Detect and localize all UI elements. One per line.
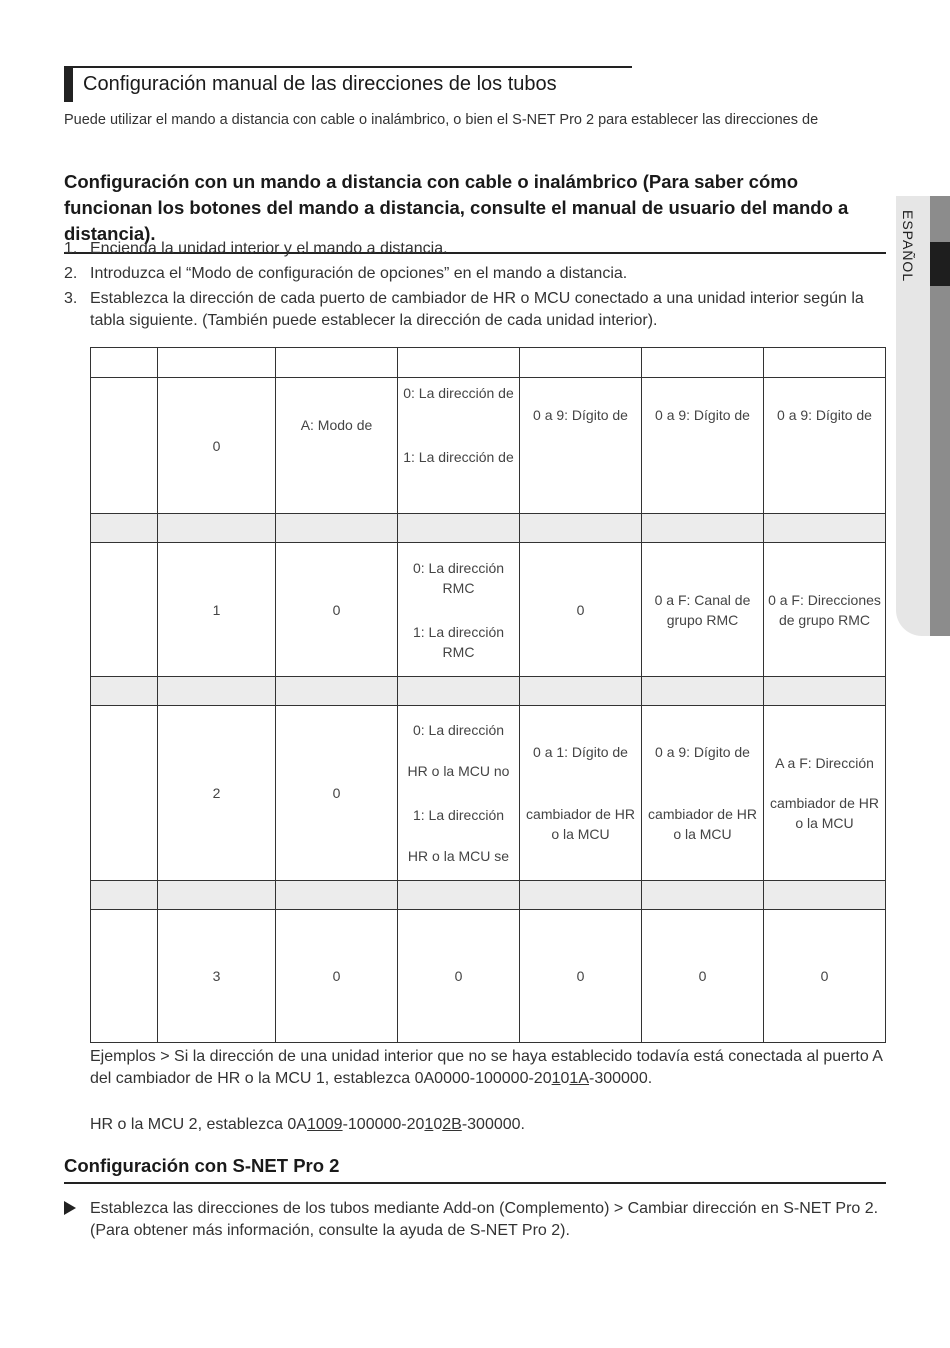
- step-item: [64, 238, 886, 260]
- remote-config-heading: Configuración con un mando a distancia con cable o inalámbrico (Para saber cómo funcionan los botones del mando a distancia, consulte el manual de usuario del mando a distancia).: [64, 169, 886, 254]
- language-label: ESPAÑOL: [900, 210, 916, 283]
- cell-line: cambiador de HR o la MCU: [770, 795, 879, 831]
- table-cell: [398, 543, 520, 677]
- table-row: [91, 706, 886, 881]
- example-underlined: 1A: [569, 1070, 589, 1087]
- example-text: -300000.: [589, 1070, 653, 1087]
- table-cell: A: Modo de: [276, 378, 398, 514]
- table-cell: 3: [158, 910, 276, 1043]
- snet-instruction: [64, 1198, 880, 1242]
- table-header-row: [91, 348, 886, 378]
- cell-line: 1: La dirección RMC: [412, 623, 505, 660]
- table-cell: 0: [520, 543, 642, 677]
- table-cell: 0 a F: Direcciones de grupo RMC: [764, 543, 886, 677]
- step-number: 1.: [64, 240, 78, 257]
- snet-config-heading: Configuración con S-NET Pro 2: [64, 1153, 886, 1184]
- example-underlined: 1: [424, 1116, 434, 1133]
- table-cell: [764, 706, 886, 881]
- example-text: 0: [433, 1116, 443, 1133]
- table-cell: 2: [158, 706, 276, 881]
- cell-line: A a F: Dirección: [775, 755, 874, 771]
- example-text: Ejemplos > Si la dirección de una unidad interior que no se haya establecido todavía está conectada al puerto A del cambiador de HR o la MCU 1, establezca 0A0000-100000-20: [90, 1048, 883, 1087]
- cell-line: 1: La dirección: [412, 807, 505, 823]
- cell-line: 0: La dirección RMC: [412, 559, 505, 596]
- step-item: [64, 288, 886, 332]
- cell-line: 0: La dirección de: [403, 385, 514, 401]
- cell-line: cambiador de HR o la MCU: [526, 806, 635, 842]
- table-cell: [398, 378, 520, 514]
- cell-line: 0: La dirección: [412, 722, 505, 738]
- table-cell: [642, 706, 764, 881]
- table-cell: 0 a F: Canal de grupo RMC: [642, 543, 764, 677]
- section-title: Configuración manual de las direcciones de los tubos: [83, 73, 557, 95]
- step-number: 2.: [64, 265, 78, 282]
- cell-line: HR o la MCU no: [407, 763, 510, 779]
- step-number: 3.: [64, 290, 78, 307]
- table-row: [91, 378, 886, 514]
- example-text: -100000-20: [342, 1116, 425, 1133]
- cell-line: 0 a 1: Dígito de: [533, 744, 628, 760]
- table-row: [91, 543, 886, 677]
- step-text: Encienda la unidad interior y el mando a distancia.: [90, 240, 448, 257]
- example-underlined: 2B: [442, 1116, 462, 1133]
- intro-text: Puede utilizar el mando a distancia con cable o inalámbrico, o bien el S-NET Pro 2 para establecer las direcciones de: [64, 112, 819, 128]
- cell-line: HR o la MCU se: [407, 848, 510, 864]
- example-underlined: 1: [551, 1070, 561, 1087]
- table-cell: 0: [276, 910, 398, 1043]
- cell-line: 0 a 9: Dígito de: [655, 744, 750, 760]
- step-text: Establezca la dirección de cada puerto de cambiador de HR o MCU conectado a una unidad interior según la tabla siguiente. (También puede establecer la dirección de cada unidad interior).: [90, 290, 864, 329]
- step-item: [64, 263, 886, 285]
- table-cell: [520, 706, 642, 881]
- tab-marker: [930, 242, 950, 286]
- table-cell: 0: [520, 910, 642, 1043]
- table-cell: 0: [276, 543, 398, 677]
- table-separator-row: [91, 881, 886, 910]
- snet-text: Establezca las direcciones de los tubos mediante Add-on (Complemento) > Cambiar dirección en S-NET Pro 2. (Para obtener más información, consulte la ayuda de S-NET Pro 2).: [90, 1200, 879, 1239]
- table-cell: 0: [764, 910, 886, 1043]
- example-underlined: 1009: [306, 1116, 343, 1133]
- table-cell: 0: [158, 378, 276, 514]
- cell-line: cambiador de HR o la MCU: [648, 806, 757, 842]
- table-cell: 0: [398, 910, 520, 1043]
- example-line: [90, 1114, 886, 1136]
- example-line: [90, 1046, 886, 1090]
- play-arrow-icon: [64, 1201, 76, 1215]
- table-separator-row: [91, 514, 886, 543]
- table-cell: [398, 706, 520, 881]
- table-cell: 0 a 9: Dígito de: [642, 378, 764, 514]
- language-side-tab: [896, 196, 950, 636]
- step-text: Introduzca el “Modo de configuración de opciones” en el mando a distancia.: [90, 265, 628, 282]
- table-cell: 0 a 9: Dígito de: [764, 378, 886, 514]
- table-separator-row: [91, 677, 886, 706]
- table-row: [91, 910, 886, 1043]
- table-cell: 0: [642, 910, 764, 1043]
- example-text: 0: [560, 1070, 570, 1087]
- table-cell: 0: [276, 706, 398, 881]
- steps-list: [64, 238, 886, 335]
- table-cell: 0 a 9: Dígito de: [520, 378, 642, 514]
- section-marker: [64, 68, 73, 102]
- example-text: HR o la MCU 2, establezca 0A: [90, 1116, 307, 1133]
- cell-line: 1: La dirección de: [403, 449, 514, 465]
- examples-block: [90, 1046, 886, 1136]
- section-header: [64, 66, 632, 102]
- address-table: [90, 347, 886, 1043]
- table-cell: 1: [158, 543, 276, 677]
- example-text: -300000.: [461, 1116, 525, 1133]
